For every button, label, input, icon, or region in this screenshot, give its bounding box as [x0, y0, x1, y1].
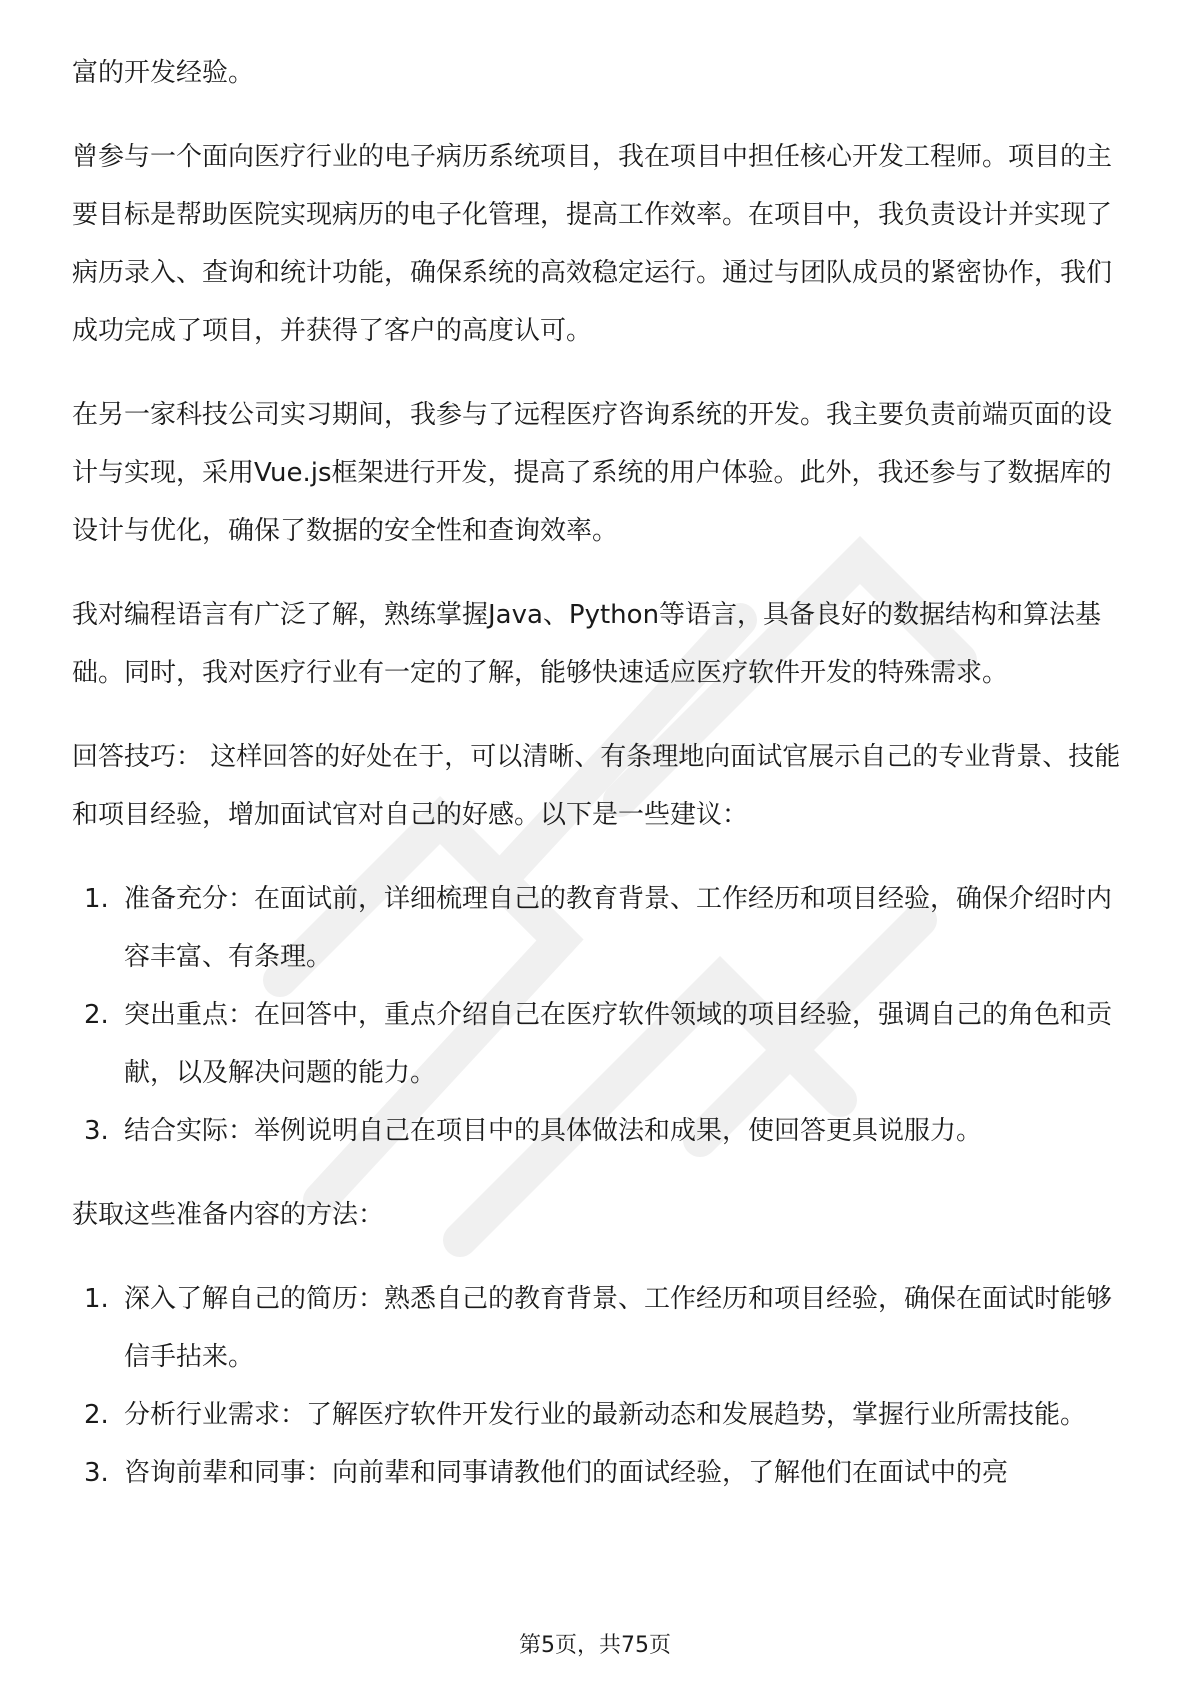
list-item-text: 分析行业需求：了解医疗软件开发行业的最新动态和发展趋势，掌握行业所需技能。	[124, 1400, 1087, 1430]
list-item-text: 准备充分：在面试前，详细梳理自己的教育背景、工作经历和项目经验，确保介绍时内容丰富、有条理。	[124, 884, 1113, 972]
list-item-number: 3.	[84, 1458, 109, 1488]
list-item-number: 1.	[84, 884, 109, 914]
methods-heading: 获取这些准备内容的方法：	[72, 1200, 385, 1230]
list-item	[72, 986, 1122, 1102]
methods-list	[72, 1270, 1122, 1502]
page-footer: 第5页，共75页	[519, 1633, 671, 1658]
list-item	[72, 1386, 1122, 1444]
list-item-text: 结合实际：举例说明自己在项目中的具体做法和成果，使回答更具说服力。	[124, 1116, 983, 1146]
paragraph-intro-tail: 富的开发经验。	[72, 58, 255, 88]
paragraph-skills: 我对编程语言有广泛了解，熟练掌握Java、Python等语言，具备良好的数据结构和算法基础。同时，我对医疗行业有一定的了解，能够快速适应医疗软件开发的特殊需求。	[72, 600, 1102, 688]
list-item-number: 3.	[84, 1116, 109, 1146]
list-item	[72, 1270, 1122, 1386]
list-item-text: 突出重点：在回答中，重点介绍自己在医疗软件领域的项目经验，强调自己的角色和贡献，以及解决问题的能力。	[124, 1000, 1113, 1088]
list-item-text: 咨询前辈和同事：向前辈和同事请教他们的面试经验，了解他们在面试中的亮	[124, 1458, 1009, 1488]
list-item-text: 深入了解自己的简历：熟悉自己的教育背景、工作经历和项目经验，确保在面试时能够信手拈来。	[124, 1284, 1113, 1372]
paragraph-internship: 在另一家科技公司实习期间，我参与了远程医疗咨询系统的开发。我主要负责前端页面的设计与实现，采用Vue.js框架进行开发，提高了系统的用户体验。此外，我还参与了数据库的设计与优化，确保了数据的安全性和查询效率。	[72, 400, 1113, 546]
list-item	[72, 870, 1122, 986]
list-item-number: 2.	[84, 1000, 109, 1030]
tips-list	[72, 870, 1122, 1160]
list-item	[72, 1444, 1122, 1502]
list-item-number: 1.	[84, 1284, 109, 1314]
paragraph-answer-tips: 回答技巧： 这样回答的好处在于，可以清晰、有条理地向面试官展示自己的专业背景、技能和项目经验，增加面试官对自己的好感。以下是一些建议：	[72, 742, 1121, 830]
list-item	[72, 1102, 1122, 1160]
list-item-number: 2.	[84, 1400, 109, 1430]
paragraph-project-emr: 曾参与一个面向医疗行业的电子病历系统项目，我在项目中担任核心开发工程师。项目的主要目标是帮助医院实现病历的电子化管理，提高工作效率。在项目中，我负责设计并实现了病历录入、查询和统计功能，确保系统的高效稳定运行。通过与团队成员的紧密协作，我们成功完成了项目，并获得了客户的高度认可。	[72, 142, 1113, 346]
document-body	[72, 44, 1122, 1528]
